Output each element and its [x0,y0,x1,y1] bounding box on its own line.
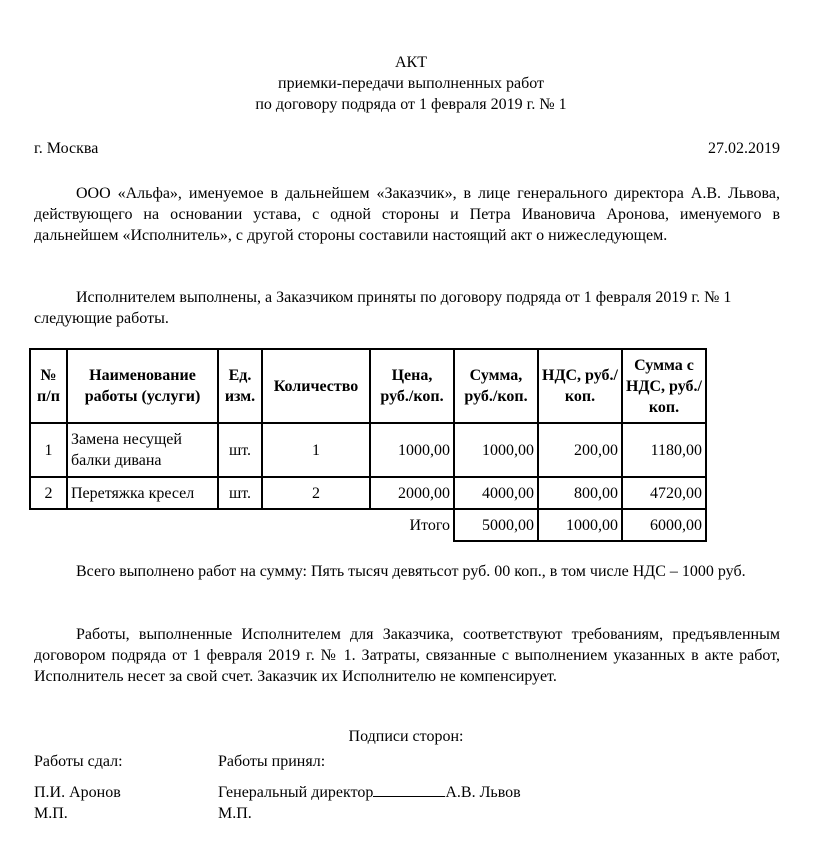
cell-name: Перетяжка кресел [67,477,218,509]
total-sum: 5000,00 [454,509,538,541]
cell-vat: 800,00 [538,477,622,509]
place: г. Москва [34,140,99,157]
cell-num: 1 [30,423,67,477]
total-vat: 1000,00 [538,509,622,541]
cell-unit: шт. [218,477,262,509]
cell-name: Замена несущей балки дивана [67,423,218,477]
table-header-row [30,349,706,423]
contract-reference: по договору подряда от 1 февраля 2019 г. № 1 [255,96,567,113]
header-name: Наименование работы (услуги) [67,349,218,423]
parties-paragraph: ООО «Альфа», именуемое в дальнейшем «Заказчик», в лице генерального директора А.В. Львова, действующего на основании устава, с одной стороны и Петра Ивановича Аронова, именуемого в дальнейшем «Исполнитель», с другой стороны составили настоящий акт о нижеследующем. [34,185,780,244]
cell-unit: шт. [218,423,262,477]
document-date: 27.02.2019 [708,140,780,157]
accepted-label: Работы принял: [218,753,326,770]
cell-vat: 200,00 [538,423,622,477]
document-title: АКТ [395,54,427,71]
table-row [30,477,706,509]
header-price: Цена, руб./коп. [370,349,454,423]
total-sum-vat: 6000,00 [622,509,706,541]
header-vat: НДС, руб./коп. [538,349,622,423]
table-row [30,423,706,477]
cell-price: 2000,00 [370,477,454,509]
cell-price: 1000,00 [370,423,454,477]
customer-stamp: М.П. [218,805,252,822]
cell-sum-vat: 4720,00 [622,477,706,509]
cell-num: 2 [30,477,67,509]
total-paragraph: Всего выполнено работ на сумму: Пять тысяч девятьсот руб. 00 коп., в том числе НДС – 1000 руб. [76,563,746,580]
customer-signature-line [218,782,521,803]
contractor-name: П.И. Аронов [34,784,121,801]
empty-cell [30,509,67,541]
intro-paragraph: Исполнителем выполнены, а Заказчиком приняты по договору подряда от 1 февраля 2019 г. № 1 следующие работы. [34,289,732,327]
cell-sum: 1000,00 [454,423,538,477]
cell-sum: 4000,00 [454,477,538,509]
table-total-row [30,509,706,541]
signature-underline [373,782,445,797]
cell-sum-vat: 1180,00 [622,423,706,477]
header-num: № п/п [30,349,67,423]
header-sum: Сумма, руб./коп. [454,349,538,423]
header-qty: Количество [262,349,370,423]
cell-qty: 2 [262,477,370,509]
conditions-paragraph: Работы, выполненные Исполнителем для Заказчика, соответствуют требованиям, предъявленным договором подряда от 1 февраля 2019 г. № 1. Затраты, связанные с выполнением указанных в акте работ, Исполнитель несет за свой счет. Заказчик их Исполнителю не компенсирует. [34,626,780,685]
empty-cell [67,509,218,541]
works-table [29,348,707,542]
customer-name: А.В. Львов [445,784,521,801]
customer-position: Генеральный директор [218,784,374,801]
handed-over-label: Работы сдал: [34,753,123,770]
cell-qty: 1 [262,423,370,477]
signatures-title: Подписи сторон: [348,728,464,745]
document-subtitle: приемки-передачи выполненных работ [278,75,544,92]
header-unit: Ед. изм. [218,349,262,423]
header-sum-vat: Сумма с НДС, руб./коп. [622,349,706,423]
empty-cell [262,509,370,541]
empty-cell [218,509,262,541]
total-label: Итого [370,509,454,541]
contractor-stamp: М.П. [34,805,68,822]
